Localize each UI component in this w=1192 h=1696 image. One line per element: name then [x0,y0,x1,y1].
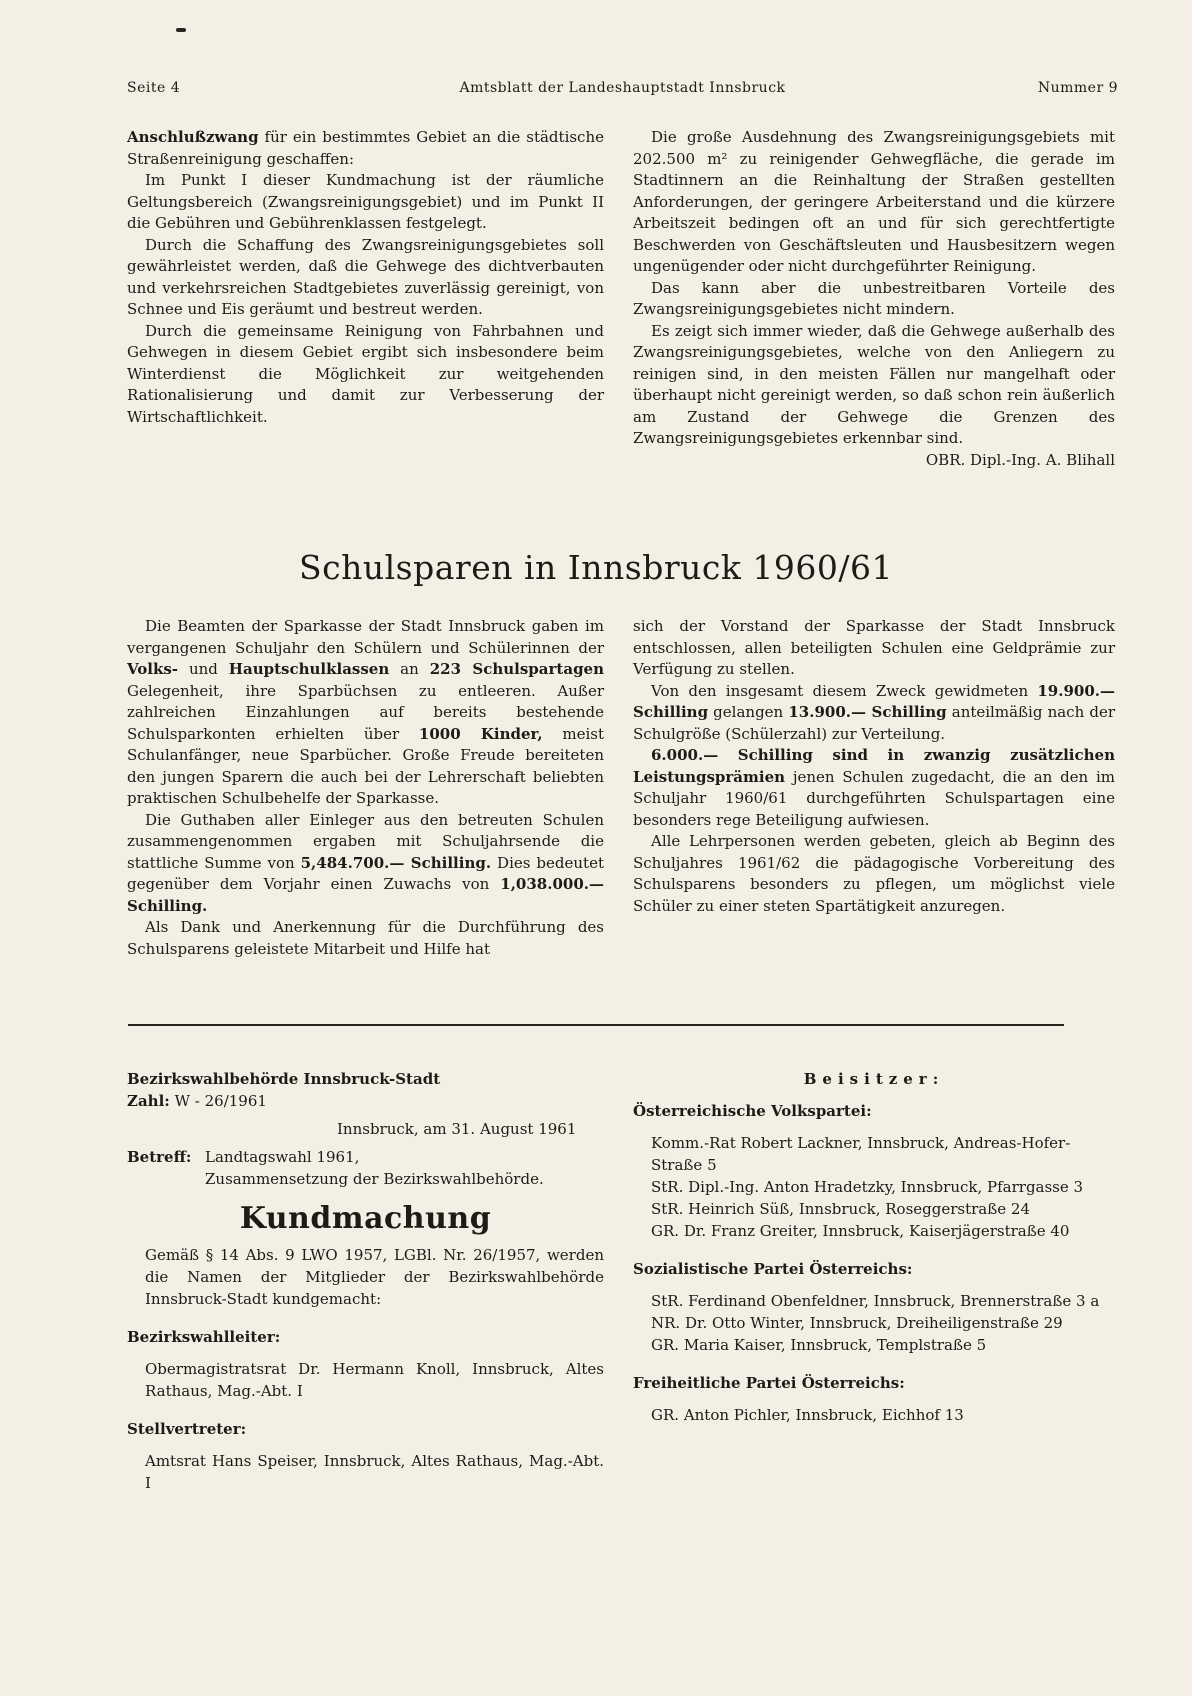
paragraph-text: und [178,660,229,678]
bold-term: 19.900.— Schilling [633,681,1115,721]
subject-text [205,1146,544,1190]
paragraph-text: Von den insgesamt diesem Zweck gewidmeten [651,681,1038,700]
deputy-heading: Stellvertreter: [127,1420,247,1438]
paragraph-text: gelangen [708,703,789,721]
subject-line: Landtagswahl 1961, [205,1148,360,1166]
section-divider [128,1024,1064,1026]
subject-block [127,1146,604,1190]
party-member: StR. Heinrich Süß, Innsbruck, Roseggerstraße 24 [651,1200,1030,1218]
party-member: GR. Dr. Franz Greiter, Innsbruck, Kaiserjägerstraße 40 [651,1222,1070,1240]
bold-term: Hauptschulklassen [228,660,390,678]
reference-label: Zahl: [127,1092,170,1110]
article1-paragraph: Durch die gemeinsame Reinigung von Fahrbahnen und Gehwegen in diesem Gebiet ergibt sich insbesondere beim Winterdienst die Möglichkeit zur weitgehenden Rationalisierung und damit zur Verbesserung der Wirtschaftlichkeit. [127,321,604,426]
bold-term: 1,038.000.— Schilling. [127,875,604,915]
article2-paragraph [127,616,604,810]
leader-heading: Bezirkswahlleiter: [127,1328,281,1346]
paragraph-text: für ein bestimmtes Gebiet an die städtische Straßenreinigung geschaffen: [127,128,604,168]
page-header [127,80,1118,104]
article1-paragraph: Das kann aber die unbestreitbaren Vorteile des Zwangsreinigungsgebietes nicht mindern. [633,278,1115,318]
party-name: Österreichische Volkspartei: [633,1102,872,1120]
paragraph-text: meist Schulanfänger, neue Sparbücher. Große Freude bereiteten den jungen Sparern die auch bei der Lehrerschaft beliebten praktischen Schulbehelfe der Sparkasse. [127,724,604,807]
author-signature: OBR. Dipl.-Ing. A. Blihall [925,450,1115,469]
bold-term: 5,484.700.— Schilling. [300,853,492,872]
subject-label: Betreff: [127,1148,192,1166]
assessors-heading: Beisitzer: [803,1070,945,1088]
bold-term: 13.900.— Schilling [788,703,947,721]
paragraph-text: an [389,660,430,678]
article2-headline: Schulsparen in Innsbruck 1960/61 [299,548,893,587]
article2-paragraph: Alle Lehrpersonen werden gebeten, gleich ab Beginn des Schuljahres 1961/62 die pädagogische Vorbereitung des Schulsparens besonders zu pflegen, um möglichst viele Schüler zu einer steten Spartätigkeit anzuregen. [633,832,1115,915]
party-name: Freiheitliche Partei Österreichs: [633,1374,905,1392]
article2-paragraph [127,810,604,918]
bold-term: 223 Schulspartagen [429,660,605,678]
article2-left-column [127,616,604,960]
article2-right-column [633,616,1115,917]
article1-paragraph: Die große Ausdehnung des Zwangsreinigungsgebiets mit 202.500 m² zu reinigender Gehwegfläche, die gerade im Stadtinnern an die Reinhaltung der Straßen gestellten Anforderungen, der geringere Arbeiterstand und die kürzere Arbeitszeit bedingen oft an und für sich gerechtfertigte Beschwerden von Geschäftsleuten und Hausbesitzern wegen ungenügender oder nicht durchgeführter Reinigung. [633,128,1115,275]
bold-term: 1000 Kinder, [418,724,543,743]
issue-number: Nummer 9 [1037,80,1118,96]
reference-number [127,1090,604,1112]
article2-paragraph: sich der Vorstand der Sparkasse der Stadt Innsbruck entschlossen, allen beteiligten Schulen eine Geldprämie zur Verfügung zu stellen. [633,617,1115,678]
announcement-title: Kundmachung [239,1201,492,1236]
party-member: Komm.-Rat Robert Lackner, Innsbruck, Andreas-Hofer-Straße 5 [651,1134,1071,1174]
bold-term: Volks- [127,660,179,678]
article2-paragraph [633,681,1115,746]
announcement-date: Innsbruck, am 31. August 1961 [337,1120,577,1138]
reference-value: W - 26/1961 [174,1092,267,1110]
deputy-text: Amtsrat Hans Speiser, Innsbruck, Altes Rathaus, Mag.-Abt. I [145,1452,604,1492]
party-member: GR. Anton Pichler, Innsbruck, Eichhof 13 [651,1406,964,1424]
party-member: NR. Dr. Otto Winter, Innsbruck, Dreiheiligenstraße 29 [651,1314,1063,1332]
party-member: StR. Ferdinand Obenfeldner, Innsbruck, Brennerstraße 3 a [651,1292,1100,1310]
paragraph-text: Die Beamten der Sparkasse der Stadt Innsbruck gaben im vergangenen Schuljahr den Schülern und Schülerinnen der [127,617,604,657]
page-number: Seite 4 [127,80,181,96]
paragraph-text: Die Guthaben aller Einleger aus den betreuten Schulen zusammengenommen ergaben mit Schuljahrsende die stattliche Summe von [127,810,604,872]
article1-paragraph: Es zeigt sich immer wieder, daß die Gehwege außerhalb des Zwangsreinigungsgebietes, welche von den Anliegern zu reinigen sind, in den meisten Fällen nur mangelhaft oder überhaupt nicht gereinigt werden, so daß schon rein äußerlich am Zustand der Gehwege die Grenzen des Zwangsreinigungsgebietes erkennbar sind. [633,321,1115,447]
article1-left-column [127,127,604,428]
article2-paragraph: Als Dank und Anerkennung für die Durchführung des Schulsparens geleistete Mitarbeit und Hilfe hat [127,918,604,958]
paragraph-text: jenen Schulen zugedacht, die an den im Schuljahr 1960/61 durchgeführten Schulspartagen eine besonders rege Beteiligung aufwiesen. [633,767,1115,829]
article1-paragraph: Durch die Schaffung des Zwangsreinigungsgebietes soll gewährleistet werden, daß die Gehwege des dichtverbauten und verkehrsreichen Stadtgebietes zuverlässig gereinigt, von Schnee und Eis geräumt und bestreut werden. [127,235,604,318]
paragraph-text: Gelegenheit, ihre Sparbüchsen zu entleeren. Außer zahlreichen Einzahlungen auf bereits bestehende Schulsparkonten erhielten über [127,681,604,743]
announcement-intro: Gemäß § 14 Abs. 9 LWO 1957, LGBl. Nr. 26/1957, werden die Namen der Mitglieder der Bezirkswahlbehörde Innsbruck-Stadt kundgemacht: [145,1246,604,1308]
announcement-right-column [633,1068,1115,1426]
bold-term: 6.000.— Schilling sind in zwanzig zusätzlichen Leistungsprämien [633,746,1115,786]
paragraph-text: Dies bedeutet gegenüber dem Vorjahr einen Zuwachs von [127,853,604,893]
subject-line: Zusammensetzung der Bezirkswahlbehörde. [205,1170,544,1188]
party-name: Sozialistische Partei Österreichs: [633,1260,913,1278]
article1-paragraph [127,127,604,170]
bold-term: Anschlußzwang [127,128,259,146]
authority-name: Bezirkswahlbehörde Innsbruck-Stadt [127,1070,441,1088]
article1-right-column [633,127,1115,471]
article2-paragraph [633,745,1115,831]
party-member: GR. Maria Kaiser, Innsbruck, Templstraße 5 [651,1336,987,1354]
announcement-left-column [127,1068,604,1494]
article1-paragraph: Im Punkt I dieser Kundmachung ist der räumliche Geltungsbereich (Zwangsreinigungsgebiet) und im Punkt II die Gebühren und Gebührenklassen festgelegt. [127,171,604,232]
leader-text: Obermagistratsrat Dr. Hermann Knoll, Innsbruck, Altes Rathaus, Mag.-Abt. I [145,1360,604,1400]
party-member: StR. Dipl.-Ing. Anton Hradetzky, Innsbruck, Pfarrgasse 3 [651,1178,1084,1196]
paragraph-text: anteilmäßig nach der Schulgröße (Schülerzahl) zur Verteilung. [633,703,1116,743]
publication-title: Amtsblatt der Landeshauptstadt Innsbruck [459,80,786,96]
ink-mark [176,28,186,32]
